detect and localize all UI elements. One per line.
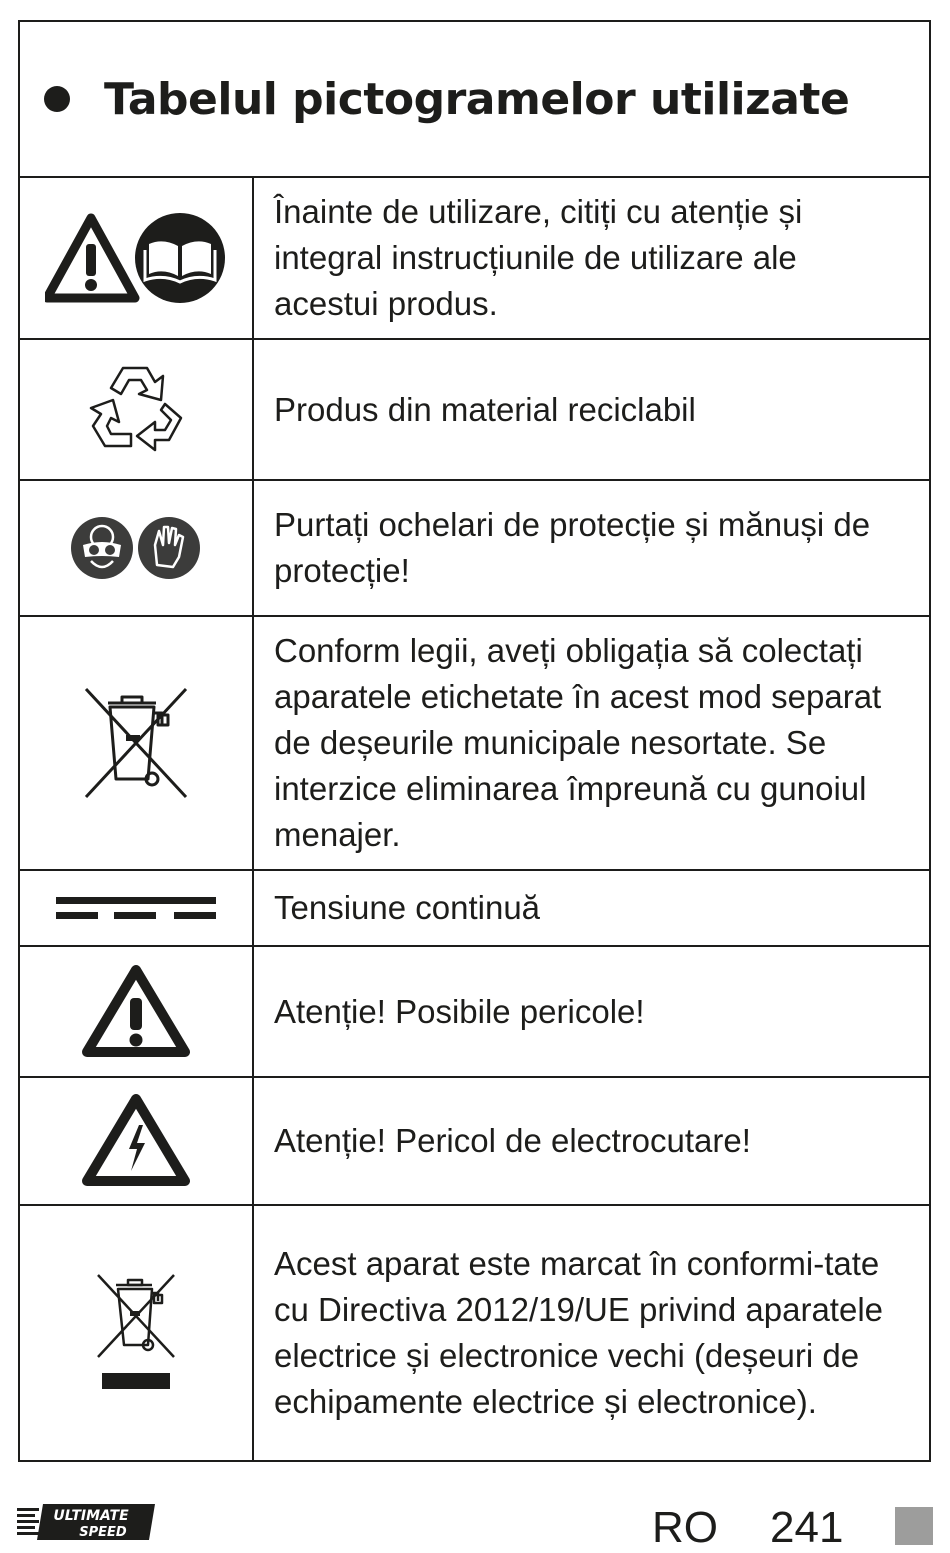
row-text: Acest aparat este marcat în conformi-tate cu Directiva 2012/19/UE privind aparatele electrice și electronice vechi (deșeuri de echipamente electrice și electronice). [274, 1245, 884, 1420]
page-tab-marker [895, 1507, 933, 1545]
row-text: Înainte de utilizare, citiți cu atenție și integral instrucțiunile de utilizare ale acestui produs. [274, 193, 803, 322]
table-row [20, 947, 929, 1078]
section-header [20, 22, 929, 178]
section-title: Tabelul pictogramelor utilizate [104, 73, 850, 125]
table-row [20, 1206, 929, 1460]
svg-text:SPEED: SPEED [79, 1525, 127, 1540]
warning-icon [20, 947, 254, 1076]
table-row [20, 871, 929, 947]
table-row [20, 340, 929, 481]
svg-text:ULTIMATE: ULTIMATE [53, 1508, 129, 1524]
row-text: Atenție! Pericol de electrocutare! [274, 1122, 751, 1159]
table-row [20, 178, 929, 340]
recycle-icon [20, 340, 254, 479]
row-text: Purtați ochelari de protecție și mănuși de protecție! [274, 506, 871, 589]
row-text: Conform legii, aveți obligația să colectați aparatele etichetate în acest mod separat de deșeurile municipale nesortate. Se interzice eliminarea împreună cu gunoiul menajer. [274, 632, 882, 853]
row-text: Produs din material reciclabil [274, 390, 696, 428]
table-row [20, 617, 929, 871]
goggles-gloves-icon [20, 481, 254, 615]
crossed-bin-icon [20, 617, 254, 869]
language-code: RO [652, 1503, 718, 1552]
page-number: 241 [770, 1503, 844, 1552]
direct-current-icon [20, 871, 254, 945]
electric-shock-warning-icon [20, 1078, 254, 1204]
weee-bin-icon [20, 1206, 254, 1460]
warning-read-manual-icon [20, 178, 254, 338]
ultimate-speed-logo [17, 1500, 157, 1544]
row-text: Atenție! Posibile pericole! [274, 992, 645, 1030]
row-text: Tensiune continuă [274, 889, 541, 926]
table-row [20, 1078, 929, 1206]
table-row [20, 481, 929, 617]
bullet-icon [44, 86, 70, 112]
pictogram-table [18, 20, 931, 1462]
